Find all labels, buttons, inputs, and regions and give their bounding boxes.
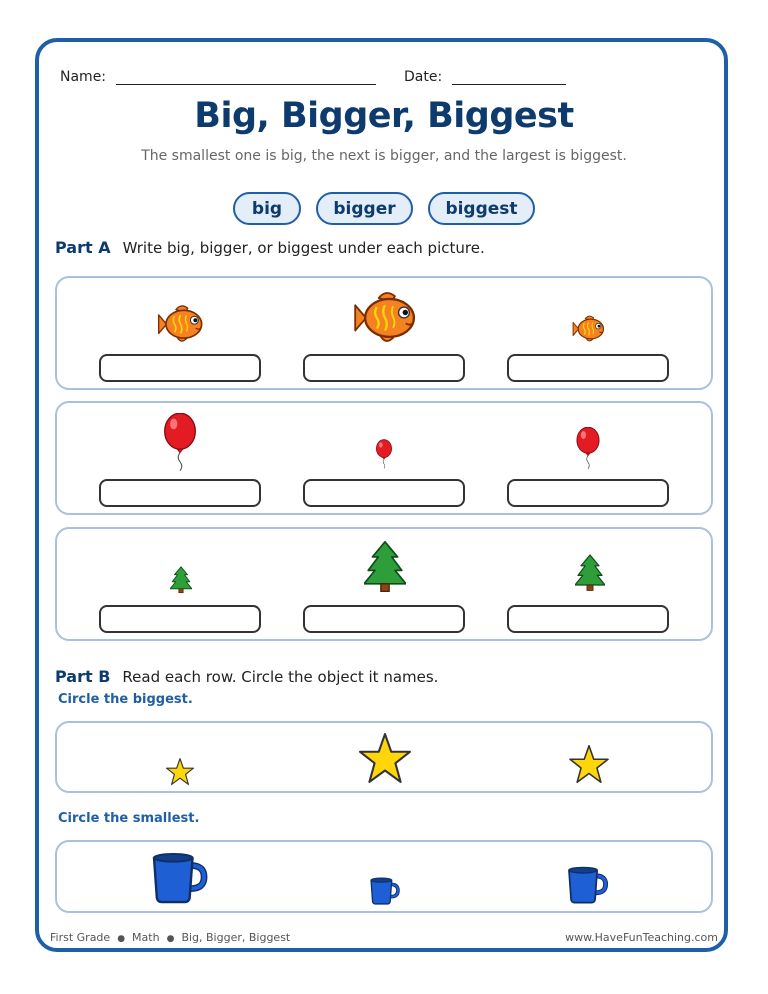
part-b-label: Part B [55, 667, 111, 686]
mug-icon[interactable] [152, 852, 208, 904]
part-a-heading [55, 238, 485, 257]
tree-icon [364, 540, 406, 594]
date-field[interactable] [452, 84, 566, 85]
fish-icon [156, 303, 205, 344]
word-bank-biggest: biggest [428, 192, 535, 225]
footer-subject: Math [132, 931, 160, 944]
part-a-row-balloon [55, 401, 713, 515]
mug-icon[interactable] [567, 866, 609, 904]
name-label: Name: [60, 69, 107, 85]
balloon-icon [162, 413, 198, 471]
star-icon[interactable] [569, 745, 609, 783]
answer-box[interactable] [507, 605, 669, 633]
circle-biggest-instruction: Circle the biggest. [58, 692, 193, 707]
answer-box[interactable] [303, 479, 465, 507]
date-label: Date: [404, 69, 443, 85]
balloon-icon [375, 439, 393, 469]
answer-box[interactable] [99, 479, 261, 507]
star-icon[interactable] [359, 733, 411, 783]
worksheet-subtitle: The smallest one is big, the next is bigger, and the largest is biggest. [141, 148, 627, 164]
name-field[interactable] [116, 84, 376, 85]
tree-icon [575, 553, 605, 593]
footer-website: www.HaveFunTeaching.com [565, 931, 718, 944]
answer-box[interactable] [99, 354, 261, 382]
part-b-heading [55, 667, 438, 686]
footer-grade: First Grade [50, 931, 111, 944]
footer-topic: Big, Bigger, Biggest [181, 931, 291, 944]
part-a-label: Part A [55, 238, 111, 257]
balloon-icon [575, 427, 601, 469]
part-a-row-tree [55, 527, 713, 641]
part-b-instruction: Read each row. Circle the object it names. [122, 668, 439, 686]
mug-icon[interactable] [370, 877, 400, 905]
word-bank-big: big [233, 192, 301, 225]
part-b-row-mugs [55, 840, 713, 913]
word-bank-bigger: bigger [316, 192, 413, 225]
star-icon[interactable] [166, 758, 194, 785]
worksheet-title: Big, Bigger, Biggest [194, 96, 574, 136]
answer-box[interactable] [303, 605, 465, 633]
answer-box[interactable] [99, 605, 261, 633]
part-a-instruction: Write big, bigger, or biggest under each picture. [122, 239, 485, 257]
part-a-row-fish [55, 276, 713, 390]
tree-icon [170, 566, 192, 594]
part-b-row-stars [55, 721, 713, 793]
footer-breadcrumb: First Grade ● Math ● Big, Bigger, Biggest [50, 931, 291, 944]
answer-box[interactable] [507, 354, 669, 382]
answer-box[interactable] [507, 479, 669, 507]
fish-icon [352, 289, 418, 345]
circle-smallest-instruction: Circle the smallest. [58, 811, 200, 826]
fish-icon [571, 314, 606, 343]
answer-box[interactable] [303, 354, 465, 382]
